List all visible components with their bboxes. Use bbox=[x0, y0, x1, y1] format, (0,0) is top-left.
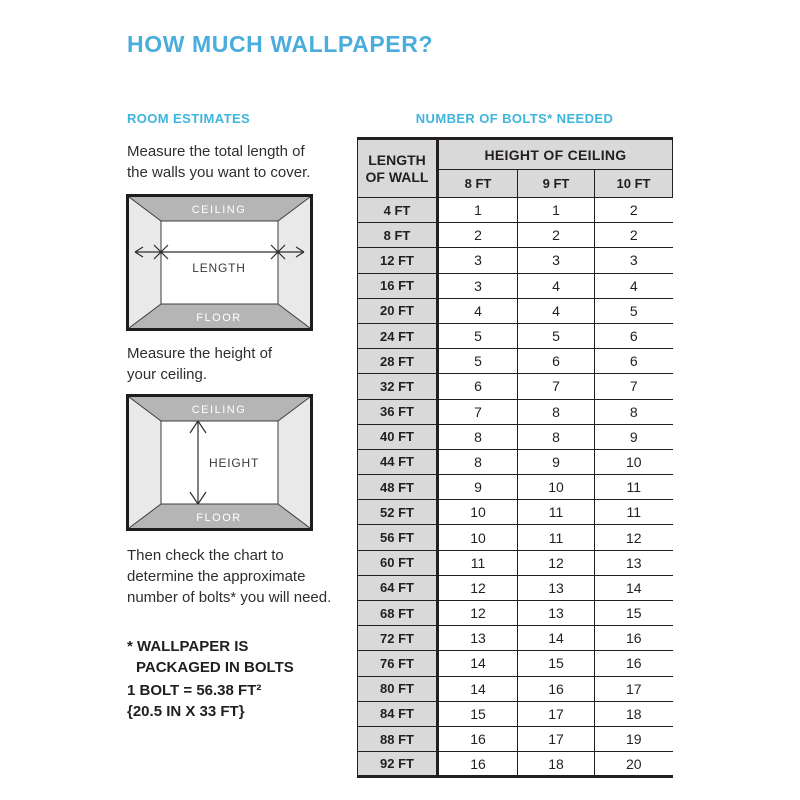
bolt-count-cell: 4 bbox=[518, 298, 595, 323]
bolt-count-cell: 12 bbox=[518, 550, 595, 575]
instruction-line: number of bolts* you will need. bbox=[127, 589, 332, 606]
instruction-line: Measure the height of bbox=[127, 345, 273, 362]
bolt-count-cell: 4 bbox=[595, 273, 673, 298]
footnote-line: * WALLPAPER IS bbox=[127, 638, 249, 655]
bolt-count-cell: 10 bbox=[518, 475, 595, 500]
row-axis-line: LENGTH bbox=[368, 151, 426, 168]
bolt-count-cell: 8 bbox=[438, 449, 518, 474]
column-header-10ft: 10 FT bbox=[595, 170, 673, 198]
bolt-count-cell: 1 bbox=[438, 198, 518, 223]
bolt-count-cell: 3 bbox=[438, 273, 518, 298]
page-title: HOW MUCH WALLPAPER? bbox=[127, 31, 434, 57]
bolt-count-cell: 4 bbox=[518, 273, 595, 298]
bolt-count-cell: 13 bbox=[595, 550, 673, 575]
height-measure-label: HEIGHT bbox=[209, 456, 260, 470]
instruction-line: your ceiling. bbox=[127, 366, 208, 383]
bolt-count-cell: 11 bbox=[438, 550, 518, 575]
wall-length-cell: 48 FT bbox=[358, 475, 438, 500]
table-header-row bbox=[358, 139, 673, 170]
ceiling-label: CEILING bbox=[191, 204, 247, 216]
row-axis-line: OF WALL bbox=[365, 168, 429, 185]
bolt-count-cell: 11 bbox=[595, 500, 673, 525]
bolt-count-cell: 7 bbox=[595, 374, 673, 399]
bolt-count-cell: 14 bbox=[518, 626, 595, 651]
bolt-count-cell: 10 bbox=[438, 500, 518, 525]
table-row bbox=[358, 298, 673, 323]
wall-length-cell: 60 FT bbox=[358, 550, 438, 575]
bolt-info-line: 1 BOLT = 56.38 FT² bbox=[127, 682, 262, 699]
bolt-count-cell: 15 bbox=[518, 651, 595, 676]
bolt-count-cell: 2 bbox=[518, 223, 595, 248]
bolt-count-cell: 17 bbox=[518, 726, 595, 751]
instruction-measure-length bbox=[127, 141, 310, 183]
instruction-line: determine the approximate bbox=[127, 568, 306, 585]
instruction-line: Then check the chart to bbox=[127, 547, 284, 564]
row-axis-header bbox=[358, 139, 438, 198]
bolt-count-cell: 1 bbox=[518, 198, 595, 223]
bolt-count-cell: 3 bbox=[438, 248, 518, 273]
wall-length-cell: 52 FT bbox=[358, 500, 438, 525]
wall-length-cell: 32 FT bbox=[358, 374, 438, 399]
bolt-count-cell: 5 bbox=[595, 298, 673, 323]
bolt-count-cell: 18 bbox=[595, 701, 673, 726]
table-row bbox=[358, 223, 673, 248]
bolt-count-cell: 10 bbox=[438, 525, 518, 550]
bolts-table bbox=[357, 137, 673, 778]
bolts-table-header bbox=[358, 139, 673, 198]
bolt-info-line: {20.5 IN X 33 FT} bbox=[127, 703, 245, 720]
column-header-8ft: 8 FT bbox=[438, 170, 518, 198]
room-height-diagram bbox=[126, 394, 313, 531]
bolt-count-cell: 7 bbox=[438, 399, 518, 424]
bolt-count-cell: 14 bbox=[438, 676, 518, 701]
bolt-count-cell: 6 bbox=[438, 374, 518, 399]
bolt-count-cell: 16 bbox=[438, 752, 518, 777]
table-row bbox=[358, 500, 673, 525]
column-header-9ft: 9 FT bbox=[518, 170, 595, 198]
wall-length-cell: 24 FT bbox=[358, 323, 438, 348]
bolts-table-heading: NUMBER OF BOLTS* NEEDED bbox=[415, 111, 614, 126]
table-row bbox=[358, 726, 673, 751]
table-row bbox=[358, 449, 673, 474]
wall-length-cell: 20 FT bbox=[358, 298, 438, 323]
table-row bbox=[358, 198, 673, 223]
bolt-size-info bbox=[127, 680, 261, 722]
table-row bbox=[358, 525, 673, 550]
table-row bbox=[358, 273, 673, 298]
floor-label: FLOOR bbox=[196, 512, 242, 524]
wall-length-cell: 40 FT bbox=[358, 424, 438, 449]
bolt-count-cell: 2 bbox=[438, 223, 518, 248]
table-row bbox=[358, 550, 673, 575]
floor-label: FLOOR bbox=[196, 312, 242, 324]
wall-length-cell: 16 FT bbox=[358, 273, 438, 298]
bolt-count-cell: 3 bbox=[595, 248, 673, 273]
bolt-count-cell: 2 bbox=[595, 198, 673, 223]
wall-length-cell: 88 FT bbox=[358, 726, 438, 751]
bolt-count-cell: 6 bbox=[595, 323, 673, 348]
table-row bbox=[358, 475, 673, 500]
bolt-count-cell: 8 bbox=[438, 424, 518, 449]
wall-length-cell: 4 FT bbox=[358, 198, 438, 223]
wall-length-cell: 92 FT bbox=[358, 752, 438, 777]
wall-length-cell: 56 FT bbox=[358, 525, 438, 550]
bolt-count-cell: 4 bbox=[438, 298, 518, 323]
table-row bbox=[358, 575, 673, 600]
wall-length-cell: 8 FT bbox=[358, 223, 438, 248]
table-row bbox=[358, 752, 673, 777]
bolt-count-cell: 5 bbox=[518, 323, 595, 348]
bolt-count-cell: 11 bbox=[518, 525, 595, 550]
bolt-count-cell: 8 bbox=[518, 399, 595, 424]
table-row bbox=[358, 626, 673, 651]
bolt-count-cell: 19 bbox=[595, 726, 673, 751]
instruction-check-chart bbox=[127, 545, 331, 608]
wall-length-cell: 76 FT bbox=[358, 651, 438, 676]
bolt-count-cell: 7 bbox=[518, 374, 595, 399]
bolt-count-cell: 13 bbox=[518, 601, 595, 626]
bolt-count-cell: 8 bbox=[595, 399, 673, 424]
bolt-count-cell: 5 bbox=[438, 323, 518, 348]
wall-length-cell: 12 FT bbox=[358, 248, 438, 273]
ceiling-label: CEILING bbox=[191, 404, 247, 416]
bolt-count-cell: 15 bbox=[595, 601, 673, 626]
wall-length-cell: 72 FT bbox=[358, 626, 438, 651]
bolt-count-cell: 9 bbox=[595, 424, 673, 449]
bolt-count-cell: 9 bbox=[518, 449, 595, 474]
table-row bbox=[358, 601, 673, 626]
bolt-count-cell: 12 bbox=[438, 575, 518, 600]
bolt-count-cell: 16 bbox=[438, 726, 518, 751]
bolt-count-cell: 10 bbox=[595, 449, 673, 474]
bolt-count-cell: 15 bbox=[438, 701, 518, 726]
bolt-count-cell: 16 bbox=[518, 676, 595, 701]
bolt-count-cell: 18 bbox=[518, 752, 595, 777]
instruction-line: the walls you want to cover. bbox=[127, 164, 311, 181]
wall-length-cell: 84 FT bbox=[358, 701, 438, 726]
room-estimates-heading: ROOM ESTIMATES bbox=[127, 111, 251, 126]
footnote-line: PACKAGED IN BOLTS bbox=[136, 659, 294, 676]
bolt-count-cell: 5 bbox=[438, 349, 518, 374]
bolt-count-cell: 6 bbox=[518, 349, 595, 374]
bolt-count-cell: 9 bbox=[438, 475, 518, 500]
table-row bbox=[358, 248, 673, 273]
bolt-count-cell: 17 bbox=[595, 676, 673, 701]
length-measure-label: LENGTH bbox=[192, 261, 246, 275]
wall-length-cell: 44 FT bbox=[358, 449, 438, 474]
bolt-count-cell: 14 bbox=[595, 575, 673, 600]
wall-length-cell: 28 FT bbox=[358, 349, 438, 374]
instruction-measure-height bbox=[127, 343, 272, 385]
bolts-footnote bbox=[127, 636, 294, 678]
bolts-table-body bbox=[358, 198, 673, 777]
bolt-count-cell: 3 bbox=[518, 248, 595, 273]
table-row bbox=[358, 701, 673, 726]
wall-length-cell: 36 FT bbox=[358, 399, 438, 424]
bolt-count-cell: 8 bbox=[518, 424, 595, 449]
bolt-count-cell: 12 bbox=[438, 601, 518, 626]
bolt-count-cell: 13 bbox=[438, 626, 518, 651]
bolt-count-cell: 11 bbox=[518, 500, 595, 525]
col-axis-header: HEIGHT OF CEILING bbox=[438, 139, 673, 170]
bolt-count-cell: 16 bbox=[595, 626, 673, 651]
table-row bbox=[358, 424, 673, 449]
table-row bbox=[358, 349, 673, 374]
bolt-count-cell: 14 bbox=[438, 651, 518, 676]
bolt-count-cell: 20 bbox=[595, 752, 673, 777]
instruction-line: Measure the total length of bbox=[127, 143, 305, 160]
bolt-count-cell: 17 bbox=[518, 701, 595, 726]
bolt-count-cell: 2 bbox=[595, 223, 673, 248]
wall-length-cell: 64 FT bbox=[358, 575, 438, 600]
room-length-diagram bbox=[126, 194, 313, 331]
bolt-count-cell: 6 bbox=[595, 349, 673, 374]
bolt-count-cell: 16 bbox=[595, 651, 673, 676]
table-row bbox=[358, 399, 673, 424]
bolt-count-cell: 13 bbox=[518, 575, 595, 600]
wall-length-cell: 68 FT bbox=[358, 601, 438, 626]
bolt-count-cell: 11 bbox=[595, 475, 673, 500]
bolt-count-cell: 12 bbox=[595, 525, 673, 550]
wall-length-cell: 80 FT bbox=[358, 676, 438, 701]
table-row bbox=[358, 651, 673, 676]
table-row bbox=[358, 323, 673, 348]
table-row bbox=[358, 676, 673, 701]
table-row bbox=[358, 374, 673, 399]
